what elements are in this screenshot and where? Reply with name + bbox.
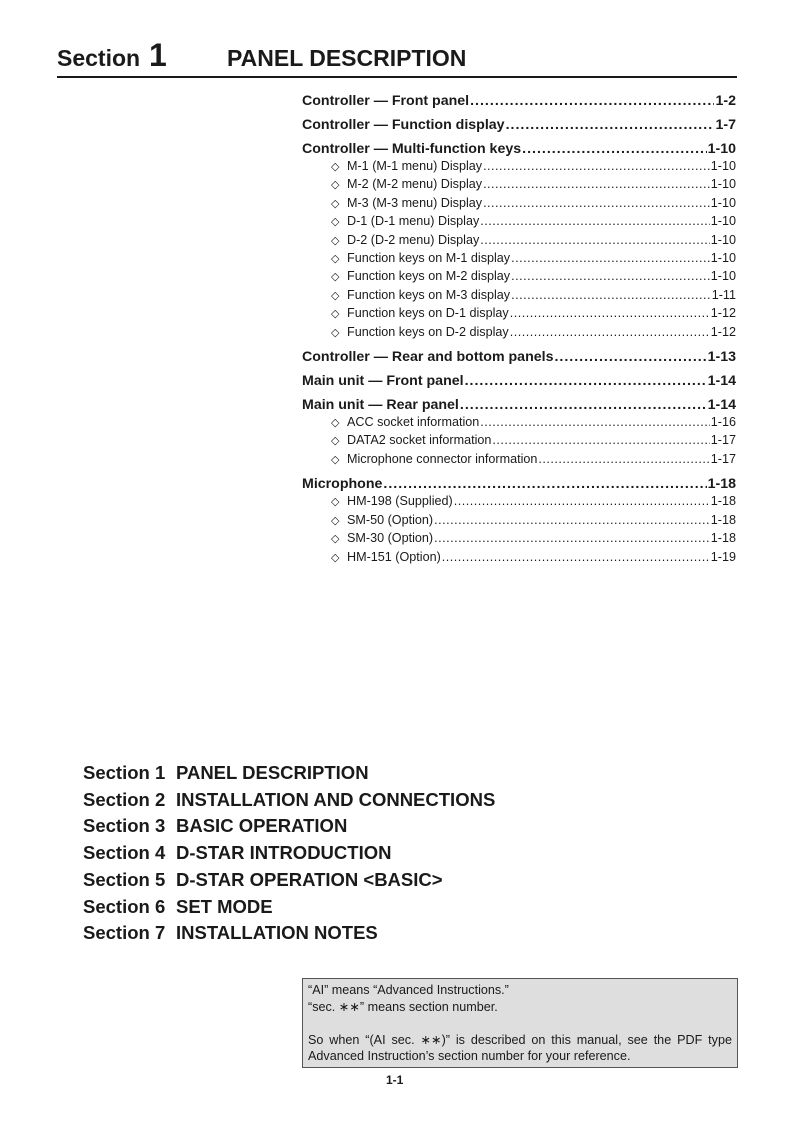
note-word: So — [308, 1032, 324, 1047]
toc-leader-dots — [470, 92, 714, 110]
toc-subentry — [302, 195, 736, 213]
toc-subentry-title: Function keys on M-2 display — [347, 269, 511, 284]
diamond-bullet-icon: ◇ — [331, 289, 340, 302]
note-word: see — [627, 1032, 648, 1047]
toc-entry-page: 1-10 — [707, 141, 736, 157]
toc-leader-dots — [460, 396, 707, 414]
diamond-bullet-icon: ◇ — [331, 326, 340, 339]
note-word: ∗∗)” — [420, 1032, 450, 1047]
toc-subentry-page: 1-17 — [710, 433, 736, 448]
diamond-bullet-icon: ◇ — [331, 161, 340, 173]
diamond-bullet-icon: ◇ — [331, 179, 340, 192]
toc-leader-dots — [511, 287, 711, 304]
section-word: Section — [57, 45, 141, 71]
toc-subentry — [302, 549, 736, 567]
toc-leader-dots — [383, 475, 706, 493]
section-list-title: D-STAR OPERATION <BASIC> — [176, 868, 443, 890]
toc-leader-dots — [511, 250, 710, 267]
toc-leader-dots — [480, 414, 709, 431]
note-box — [302, 978, 738, 1068]
toc-subentry — [302, 305, 736, 323]
toc-entry — [302, 372, 736, 390]
section-list-label: Section 2 — [83, 788, 166, 810]
toc-subentry-title: M-3 (M-3 menu) Display — [347, 195, 483, 210]
toc-subentry-page: 1-18 — [710, 531, 736, 546]
toc-subentry-page: 1-12 — [710, 324, 736, 339]
toc-subentry — [302, 451, 736, 469]
toc-entry — [302, 396, 736, 414]
diamond-bullet-icon: ◇ — [331, 308, 340, 321]
toc-subentry-title: ACC socket information — [347, 415, 480, 430]
toc-subentry-title: M-1 (M-1 menu) Display — [347, 159, 483, 173]
toc-subentry-page: 1-11 — [711, 287, 736, 302]
note-word: PDF — [677, 1032, 703, 1047]
toc-leader-dots — [483, 158, 710, 175]
section-list-item — [83, 813, 495, 840]
section-list-item — [83, 894, 495, 921]
note-line-2: “sec. ∗∗” means section number. — [308, 999, 498, 1014]
toc-subentry-title: M-2 (M-2 menu) Display — [347, 177, 483, 192]
toc-subentry — [302, 432, 736, 450]
toc-subentry — [302, 268, 736, 286]
toc-subentry-title: DATA2 socket information — [347, 433, 492, 448]
diamond-bullet-icon: ◇ — [331, 551, 340, 564]
section-list-title: INSTALLATION AND CONNECTIONS — [176, 788, 496, 810]
toc-subentry-page: 1-17 — [710, 451, 736, 466]
section-list-item — [83, 787, 495, 814]
diamond-bullet-icon: ◇ — [331, 453, 340, 466]
section-list-title: INSTALLATION NOTES — [176, 922, 378, 944]
toc-entry — [302, 348, 736, 366]
note-word: when — [329, 1032, 360, 1047]
toc-subentry — [302, 250, 736, 268]
section-list-item — [83, 840, 495, 867]
toc-subentry-title: HM-198 (Supplied) — [347, 494, 453, 509]
section-list-label: Section 7 — [83, 922, 166, 944]
section-list-label: Section 3 — [83, 815, 166, 837]
section-list-item — [83, 867, 495, 894]
toc-entry-page: 1-18 — [707, 476, 736, 493]
note-word: sec. — [391, 1032, 415, 1047]
toc-leader-dots — [465, 372, 707, 390]
toc-subentry — [302, 232, 736, 250]
toc-entry-page: 1-7 — [715, 117, 736, 133]
diamond-bullet-icon: ◇ — [331, 234, 340, 247]
toc-leader-dots — [510, 324, 710, 341]
toc-entry — [302, 475, 736, 493]
section-list-label: Section 6 — [83, 895, 166, 917]
toc-subentry — [302, 530, 736, 548]
toc-entry-title: Microphone — [302, 476, 383, 493]
toc-leader-dots — [454, 493, 710, 510]
note-word: described — [470, 1032, 526, 1047]
toc-subentry-title: D-2 (D-2 menu) Display — [347, 232, 480, 247]
toc-entry-page: 1-2 — [715, 93, 736, 109]
section-list-item — [83, 920, 495, 947]
diamond-bullet-icon: ◇ — [331, 435, 340, 448]
toc-subentry-page: 1-10 — [710, 269, 736, 284]
diamond-bullet-icon: ◇ — [331, 216, 340, 229]
section-title: PANEL DESCRIPTION — [227, 45, 467, 71]
note-word: on — [531, 1032, 546, 1047]
toc-leader-dots — [522, 140, 706, 158]
toc-subentry-page: 1-18 — [710, 494, 736, 509]
toc-subentry-title: Function keys on D-1 display — [347, 306, 509, 321]
toc-entry-page: 1-13 — [707, 349, 736, 366]
toc-subentry — [302, 324, 736, 342]
toc-leader-dots — [483, 195, 710, 212]
diamond-bullet-icon: ◇ — [331, 514, 340, 527]
section-header — [57, 37, 737, 78]
diamond-bullet-icon: ◇ — [331, 496, 340, 509]
toc-subentry-page: 1-10 — [710, 214, 736, 229]
section-number: 1 — [149, 37, 167, 73]
note-word: is — [455, 1032, 465, 1047]
note-word: type — [708, 1032, 732, 1047]
toc-leader-dots — [506, 116, 715, 134]
toc-subentry-page: 1-10 — [710, 232, 736, 247]
toc-leader-dots — [480, 232, 710, 249]
diamond-bullet-icon: ◇ — [331, 253, 340, 266]
note-word: “(AI — [365, 1032, 386, 1047]
page-number: 1-1 — [386, 1073, 404, 1087]
toc-entry — [302, 116, 736, 134]
diamond-bullet-icon: ◇ — [331, 271, 340, 284]
toc-subentry — [302, 512, 736, 530]
note-word: the — [653, 1032, 672, 1047]
diamond-bullet-icon: ◇ — [331, 533, 340, 546]
note-line-1: “AI” means “Advanced Instructions.” — [308, 983, 509, 997]
note-word: this — [551, 1032, 571, 1047]
toc-leader-dots — [511, 268, 710, 285]
toc-leader-dots — [480, 213, 710, 230]
toc-leader-dots — [483, 176, 710, 193]
toc-subentry-page: 1-10 — [710, 159, 736, 173]
toc-subentry-title: Function keys on M-3 display — [347, 287, 511, 302]
toc-entry-title: Controller — Rear and bottom panels — [302, 349, 554, 366]
toc-subentry-page: 1-10 — [710, 195, 736, 210]
toc-leader-dots — [434, 530, 710, 547]
toc-entry-title: Main unit — Rear panel — [302, 397, 459, 414]
toc-entry — [302, 92, 736, 110]
toc-leader-dots — [554, 348, 706, 366]
toc-leader-dots — [510, 305, 710, 322]
toc-entry-title: Controller — Front panel — [302, 93, 470, 109]
note-line-3 — [308, 1032, 732, 1049]
toc-entry-page: 1-14 — [707, 397, 736, 414]
section-list-item — [83, 760, 495, 787]
section-list-title: BASIC OPERATION — [176, 815, 348, 837]
toc-subentry-title: SM-50 (Option) — [347, 512, 434, 527]
toc-subentry — [302, 213, 736, 231]
section-list-label: Section 4 — [83, 842, 166, 864]
section-list-title: D-STAR INTRODUCTION — [176, 842, 392, 864]
toc-subentry-page: 1-12 — [710, 306, 736, 321]
toc-subentry-page: 1-19 — [710, 549, 736, 564]
toc-subentry-title: HM-151 (Option) — [347, 549, 441, 564]
toc-subentry — [302, 493, 736, 511]
toc-subentry-page: 1-10 — [710, 177, 736, 192]
toc-entry-title: Main unit — Front panel — [302, 373, 464, 390]
note-word: manual, — [576, 1032, 622, 1047]
diamond-bullet-icon: ◇ — [331, 417, 340, 430]
toc-subentry-page: 1-10 — [710, 251, 736, 266]
table-of-contents — [302, 92, 736, 567]
toc-entry-title: Controller — Multi-function keys — [302, 141, 522, 157]
toc-subentry — [302, 414, 736, 432]
diamond-bullet-icon: ◇ — [331, 197, 340, 210]
section-list-title: SET MODE — [176, 895, 273, 917]
toc-subentry-title: Function keys on M-1 display — [347, 251, 511, 266]
toc-subentry-title: Function keys on D-2 display — [347, 324, 509, 339]
toc-entry — [302, 140, 736, 158]
section-list-label: Section 5 — [83, 868, 166, 890]
toc-subentry — [302, 176, 736, 194]
toc-leader-dots — [538, 451, 709, 468]
toc-entry-page: 1-14 — [707, 373, 736, 390]
toc-subentry-title: D-1 (D-1 menu) Display — [347, 214, 480, 229]
toc-leader-dots — [492, 432, 709, 449]
toc-subentry-title: Microphone connector information — [347, 451, 538, 466]
toc-subentry — [302, 158, 736, 176]
section-list-title: PANEL DESCRIPTION — [176, 762, 369, 783]
toc-entry-title: Controller — Function display — [302, 117, 505, 133]
note-gap — [308, 1015, 732, 1032]
toc-subentry-page: 1-16 — [710, 415, 736, 430]
toc-leader-dots — [442, 549, 710, 566]
toc-leader-dots — [434, 512, 710, 529]
toc-subentry-page: 1-18 — [710, 512, 736, 527]
note-line-4: Advanced Instruction’s section number for your reference. — [308, 1049, 631, 1063]
section-list-label: Section 1 — [83, 762, 166, 783]
section-list — [83, 760, 495, 947]
toc-subentry — [302, 287, 736, 305]
toc-subentry-title: SM-30 (Option) — [347, 531, 434, 546]
